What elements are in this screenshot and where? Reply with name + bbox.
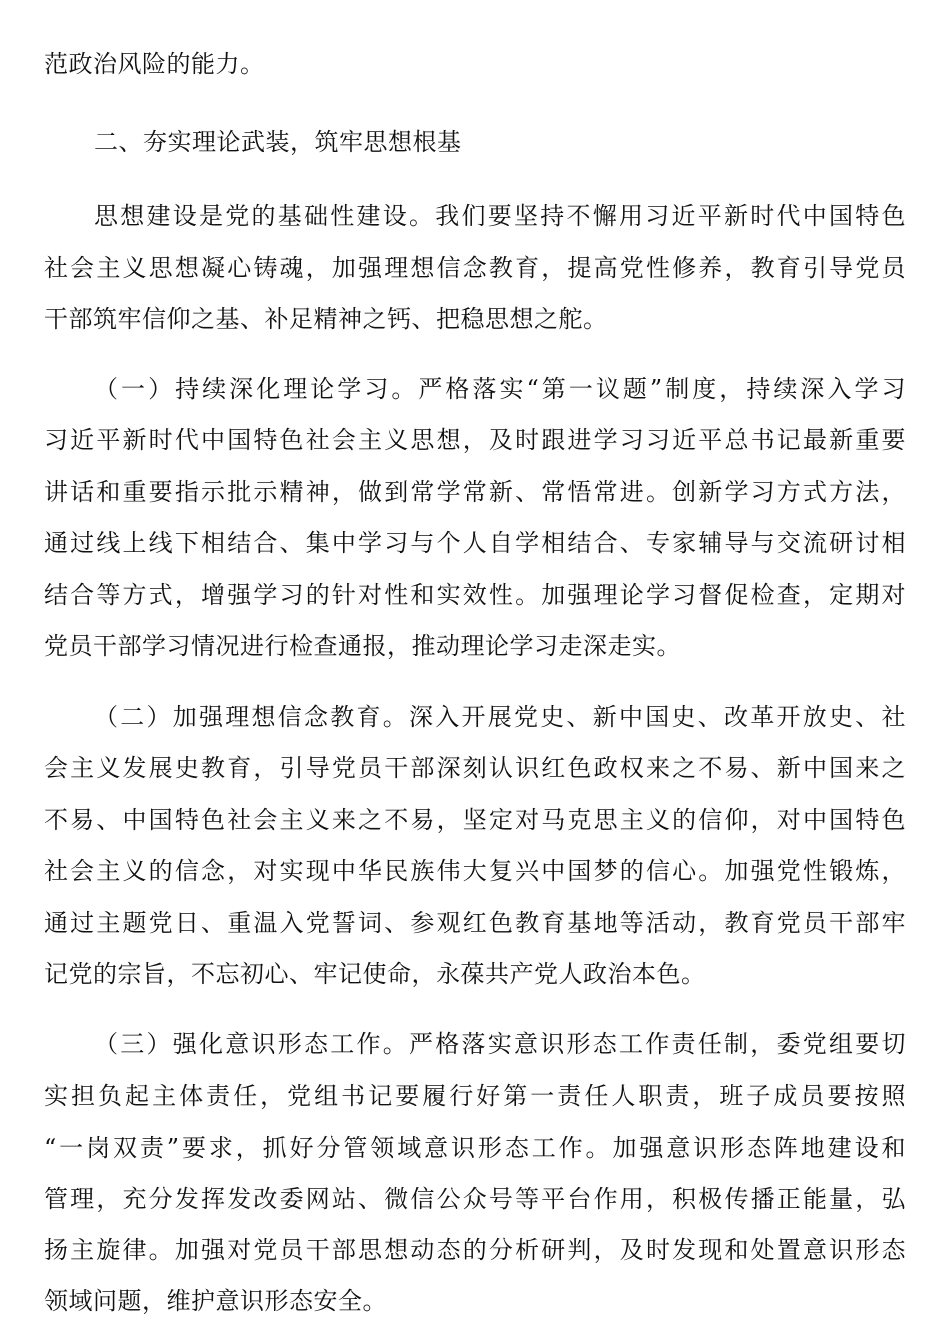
paragraph-line: （一）持续深化理论学习。严格落实“第一议题”制度，持续深入学习 bbox=[94, 375, 906, 403]
paragraph-line: 党员干部学习情况进行检查通报，推动理论学习走深走实。 bbox=[44, 632, 681, 660]
paragraph-line: 社会主义思想凝心铸魂，加强理想信念教育，提高党性修养，教育引导党员 bbox=[44, 254, 906, 282]
paragraph-line: 结合等方式，增强学习的针对性和实效性。加强理论学习督促检查，定期对 bbox=[44, 581, 906, 609]
paragraph-line: 干部筑牢信仰之基、补足精神之钙、把稳思想之舵。 bbox=[44, 305, 608, 333]
paragraph-line: 思想建设是党的基础性建设。我们要坚持不懈用习近平新时代中国特色 bbox=[94, 202, 906, 230]
paragraph-line: 扬主旋律。加强对党员干部思想动态的分析研判，及时发现和处置意识形态 bbox=[44, 1236, 906, 1264]
paragraph-line: 不易、中国特色社会主义来之不易，坚定对马克思主义的信仰，对中国特色 bbox=[44, 806, 906, 834]
paragraph-line: 领域问题，维护意识形态安全。 bbox=[44, 1287, 387, 1315]
paragraph-line: 管理，充分发挥发改委网站、微信公众号等平台作用，积极传播正能量，弘 bbox=[44, 1185, 906, 1213]
paragraph-line: 通过线上线下相结合、集中学习与个人自学相结合、专家辅导与交流研讨相 bbox=[44, 529, 906, 557]
carryover-line: 范政治风险的能力。 bbox=[44, 50, 265, 78]
section-heading: 二、夯实理论武装，筑牢思想根基 bbox=[94, 128, 462, 156]
paragraph-line: 通过主题党日、重温入党誓词、参观红色教育基地等活动，教育党员干部牢 bbox=[44, 909, 906, 937]
paragraph-line: 社会主义的信念，对实现中华民族伟大复兴中国梦的信心。加强党性锻炼， bbox=[44, 857, 906, 885]
paragraph-line: 习近平新时代中国特色社会主义思想，及时跟进学习习近平总书记最新重要 bbox=[44, 426, 906, 454]
paragraph-line: “一岗双责”要求，抓好分管领域意识形态工作。加强意识形态阵地建设和 bbox=[44, 1134, 906, 1162]
paragraph-line: （三）强化意识形态工作。严格落实意识形态工作责任制，委党组要切 bbox=[94, 1030, 906, 1058]
paragraph-line: 会主义发展史教育，引导党员干部深刻认识红色政权来之不易、新中国来之 bbox=[44, 754, 906, 782]
paragraph-line: 讲话和重要指示批示精神，做到常学常新、常悟常进。创新学习方式方法， bbox=[44, 478, 906, 506]
paragraph-line: 实担负起主体责任，党组书记要履行好第一责任人职责，班子成员要按照 bbox=[44, 1082, 906, 1110]
paragraph-line: （二）加强理想信念教育。深入开展党史、新中国史、改革开放史、社 bbox=[94, 703, 906, 731]
paragraph-line: 记党的宗旨，不忘初心、牢记使命，永葆共产党人政治本色。 bbox=[44, 960, 706, 988]
